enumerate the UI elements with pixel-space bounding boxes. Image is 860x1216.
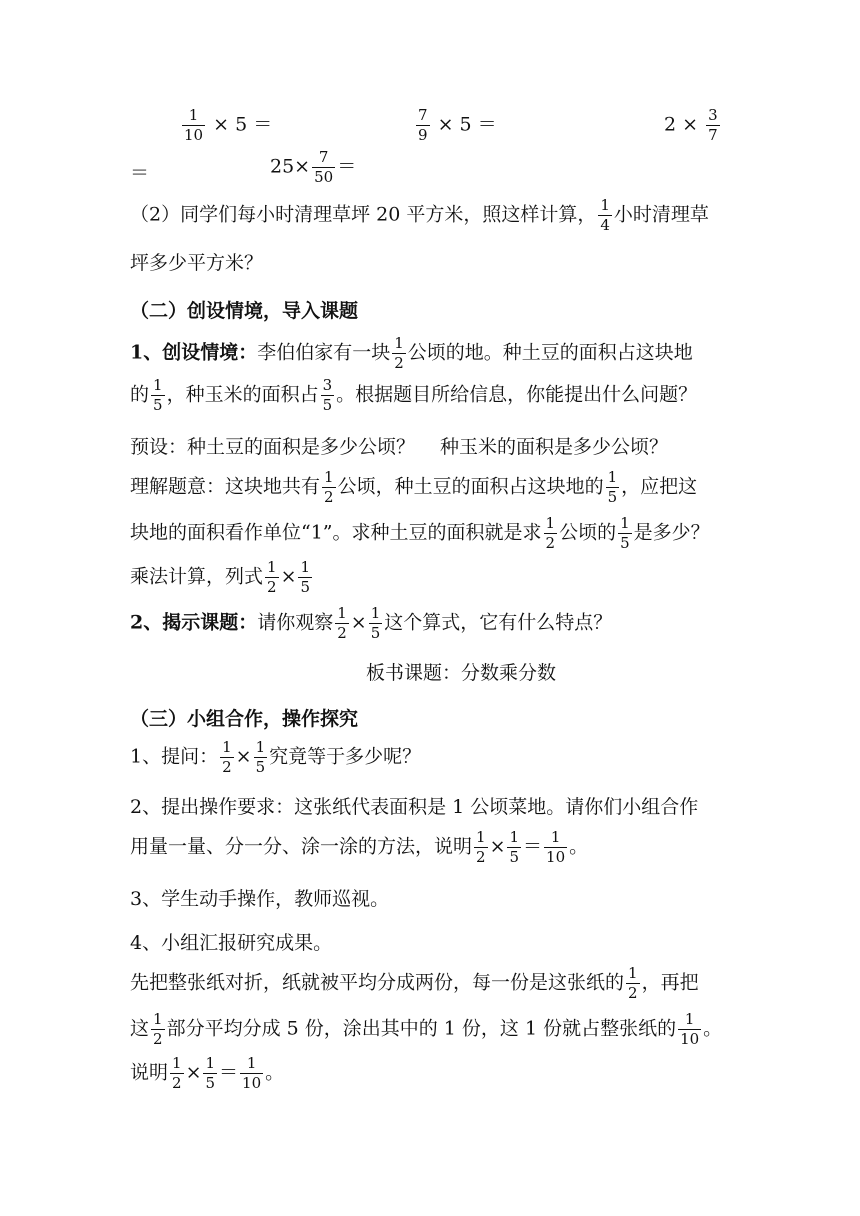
section-2-title: （二）创设情境，导入课题 — [130, 300, 359, 322]
fraction: $\frac{1}{2}$ — [153, 1010, 163, 1048]
fraction: $\frac{1}{10}$ — [184, 106, 204, 144]
fraction: $\frac{7}{50}$ — [314, 148, 334, 186]
fraction: $\frac{7}{9}$ — [418, 106, 428, 144]
exercise-4: 25× $\frac{7}{50}$ ＝ — [270, 148, 357, 186]
fraction: $\frac{1}{2}$ — [476, 828, 486, 866]
fraction: $\frac{1}{2}$ — [628, 964, 638, 1002]
fraction: $\frac{1}{2}$ — [337, 604, 347, 642]
fraction: $\frac{1}{5}$ — [205, 1054, 216, 1092]
question-2-line-1: （2）同学们每小时清理草坪 20 平方米，照这样计算， $\frac{1}{4}$ 小时清理草 — [130, 196, 709, 234]
fraction: $\frac{1}{10}$ — [242, 1054, 262, 1092]
step-1: 1、提问： $\frac{1}{2}$ × $\frac{1}{5}$ 究竟等于多少呢？ — [130, 738, 422, 776]
question-2-line-2: 坪多少平方米？ — [130, 252, 264, 274]
step-4: 4、小组汇报研究成果。 — [130, 932, 333, 954]
fraction: $\frac{1}{5}$ — [607, 468, 618, 506]
step-2-line-1: 2、提出操作要求：这张纸代表面积是 1 公顷菜地。请你们小组合作 — [130, 796, 699, 818]
fraction: $\frac{1}{2}$ — [267, 558, 277, 596]
exercise-2: $\frac{7}{9}$ × 5 ＝ — [418, 106, 497, 144]
fraction: $\frac{1}{2}$ — [545, 514, 556, 552]
fraction: $\frac{1}{2}$ — [324, 468, 334, 506]
understand-line-1: 理解题意：这块地共有 $\frac{1}{2}$ 公顷，种土豆的面积占这块地的 $\frac{1}{5}$ ，应把这 — [130, 468, 698, 506]
board-title: 板书课题：分数乘分数 — [366, 662, 557, 684]
para-1-line-1: 1、创设情境：李伯伯家有一块 $\frac{1}{2}$ 公顷的地。种土豆的面积占这块地 — [130, 334, 693, 372]
step-2-line-2: 用量一量、分一分、涂一涂的方法，说明 $\frac{1}{2}$ × $\frac{1}{5}$ ＝ $\frac{1}{10}$ 。 — [130, 828, 589, 866]
fraction: $\frac{3}{7}$ — [708, 106, 718, 144]
fraction: $\frac{1}{10}$ — [680, 1010, 700, 1048]
para-5-line-3: 说明 $\frac{1}{2}$ × $\frac{1}{5}$ ＝ $\frac{1}{10}$ 。 — [130, 1054, 285, 1092]
understand-line-2: 块地的面积看作单位“1”。求种土豆的面积就是求 $\frac{1}{2}$ 公顷的 $\frac{1}{5}$ 是多少？ — [130, 514, 710, 552]
fraction: $\frac{1}{5}$ — [300, 558, 311, 596]
fraction: $\frac{3}{5}$ — [322, 376, 333, 414]
fraction: $\frac{1}{2}$ — [172, 1054, 182, 1092]
section-3-title: （三）小组合作，操作探究 — [130, 708, 359, 730]
fraction: $\frac{1}{10}$ — [546, 828, 566, 866]
fraction: $\frac{1}{4}$ — [600, 196, 610, 234]
fraction: $\frac{1}{2}$ — [394, 334, 404, 372]
fraction: $\frac{1}{5}$ — [153, 376, 163, 414]
para-1-line-2: 的 $\frac{1}{5}$ ，种玉米的面积占 $\frac{3}{5}$ 。根据题目所给信息，你能提出什么问题？ — [130, 376, 698, 414]
preset-line: 预设：种土豆的面积是多少公顷？ 种玉米的面积是多少公顷？ — [130, 436, 669, 458]
exercise-1: $\frac{1}{10}$ × 5 ＝ — [184, 106, 273, 144]
fraction: $\frac{1}{5}$ — [509, 828, 520, 866]
fraction: $\frac{1}{5}$ — [620, 514, 630, 552]
fraction: $\frac{1}{5}$ — [370, 604, 381, 642]
para-5-line-2: 这 $\frac{1}{2}$ 部分平均分成 5 份，涂出其中的 1 份，这 1 份就占整张纸的 $\frac{1}{10}$ 。 — [130, 1010, 723, 1048]
para-2-line: 2、揭示课题：请你观察 $\frac{1}{2}$ × $\frac{1}{5}$ 这个算式，它有什么特点？ — [130, 604, 613, 642]
fraction: $\frac{1}{5}$ — [255, 738, 266, 776]
fraction: $\frac{1}{2}$ — [222, 738, 232, 776]
multiplication-line: 乘法计算，列式 $\frac{1}{2}$ × $\frac{1}{5}$ — [130, 558, 311, 596]
exercise-3: 2 × $\frac{3}{7}$ — [664, 106, 718, 144]
step-3: 3、学生动手操作，教师巡视。 — [130, 888, 390, 910]
equals-sign: ＝ — [130, 162, 150, 184]
para-5-line-1: 先把整张纸对折，纸就被平均分成两份，每一份是这张纸的 $\frac{1}{2}$ ，再把 — [130, 964, 699, 1002]
